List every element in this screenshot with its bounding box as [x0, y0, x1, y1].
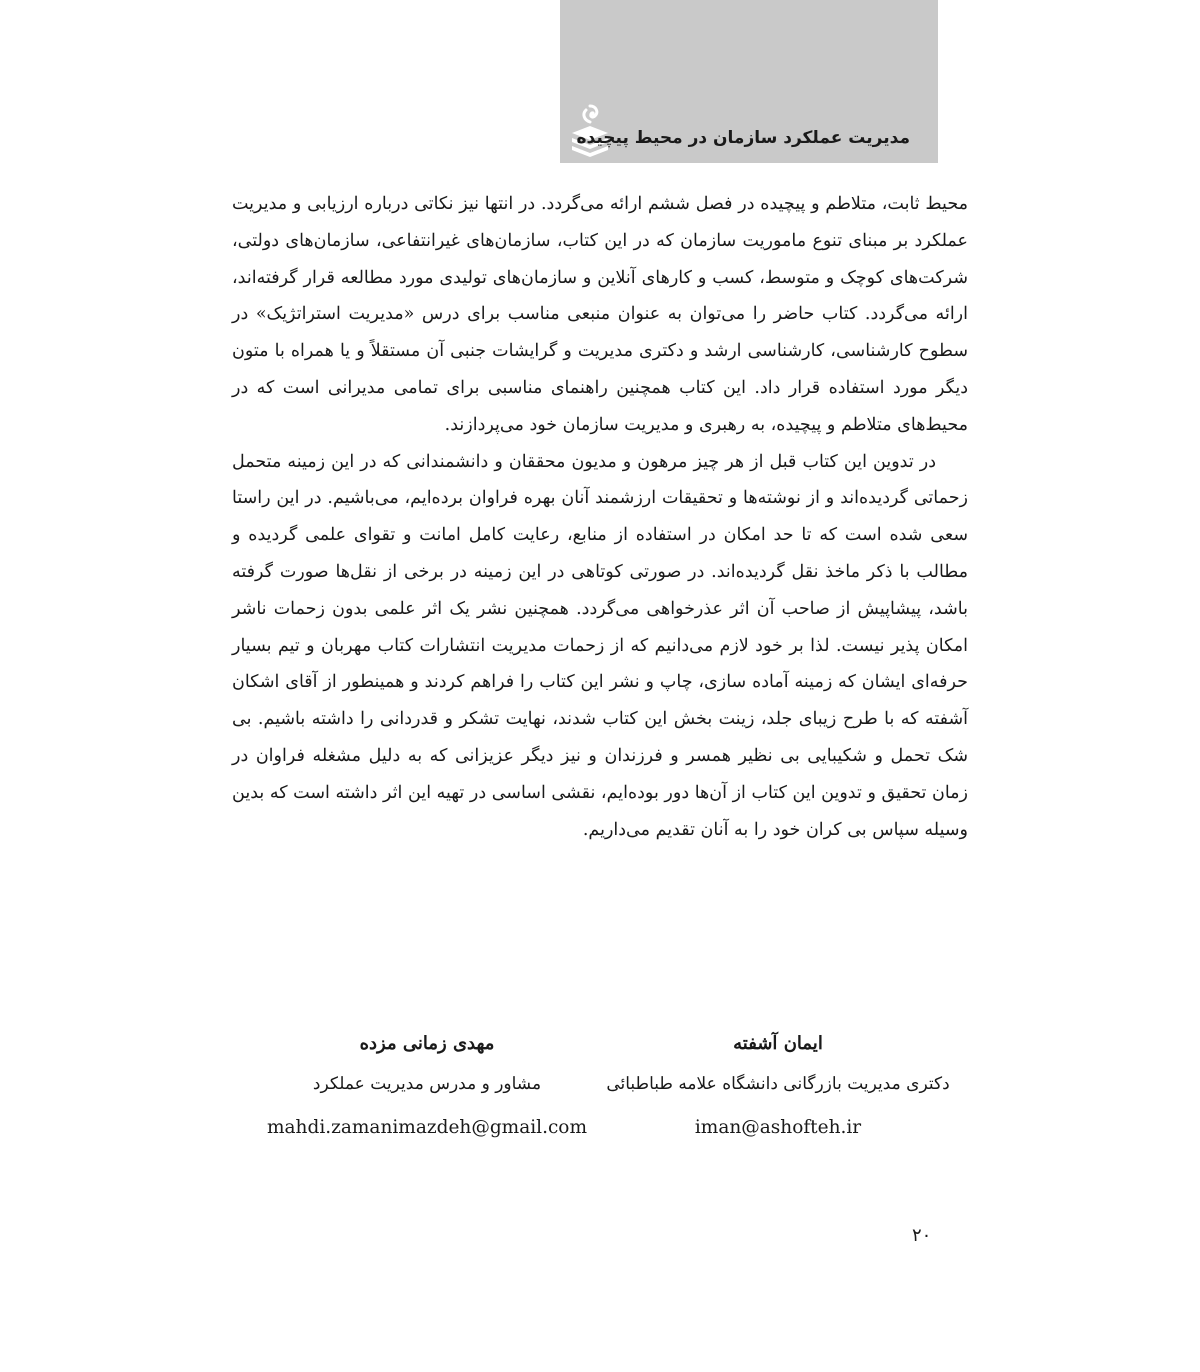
body-text: [232, 186, 968, 848]
paragraph-1: محیط ثابت، متلاطم و پیچیده در فصل ششم ارائه می‌گردد. در انتها نیز نکاتی درباره ارزیابی و مدیریت عملکرد بر مبنای تنوع ماموریت سازمان که در این کتاب، سازمان‌های غیرانتفاعی، سازمان‌های دولتی، شرکت‌های کوچک و متوسط، کسب و کارهای آنلاین و سازمان‌های تولیدی مورد مطالعه قرار گرفته‌اند، ارائه می‌گردد. کتاب حاضر را می‌توان به عنوان منبعی مناسب برای درس «مدیریت استراتژیک» در سطوح کارشناسی، کارشناسی ارشد و دکتری مدیریت و گرایشات جنبی آن مستقلاً و یا همراه با متون دیگر مورد استفاده قرار داد. این کتاب همچنین راهنمای مناسبی برای تمامی مدیرانی است که در محیط‌های متلاطم و پیچیده، به رهبری و مدیریت سازمان خود می‌پردازند.: [232, 194, 968, 435]
author-signatures: [232, 1030, 968, 1160]
running-title: مدیریت عملکرد سازمان در محیط پیچیده: [576, 128, 910, 148]
author-2: [257, 1030, 597, 1142]
paragraph-2: در تدوین این کتاب قبل از هر چیز مرهون و مدیون محققان و دانشمندانی که در این زمینه متحمل زحماتی گردیده‌اند و از نوشته‌ها و تحقیقات ارزشمند آنان بهره فراوان برده‌ایم، می‌باشیم. در این راستا سعی شده است که تا حد امکان در استفاده از منابع، رعایت کامل امانت و تقوای علمی گردیده و مطالب با ذکر ماخذ نقل گردیده‌اند. در صورتی کوتاهی در این زمینه در برخی از نقل‌ها صورت گرفته باشد، پیشاپیش از صاحب آن اثر عذرخواهی می‌گردد. همچنین نشر یک اثر علمی بدون زحمات ناشر امکان پذیر نیست. لذا بر خود لازم می‌دانیم که از زحمات مدیریت انتشارات کتاب مهربان و تیم بسیار حرفه‌ای ایشان که زمینه آماده سازی، چاپ و نشر این کتاب را فراهم کردند و همینطور از آقای اشکان آشفته که با طرح زیبای جلد، زینت بخش این کتاب شدند، نهایت تشکر و قدردانی را داشته باشیم. بی شک تحمل و شکیبایی بی نظیر همسر و فرزندان و نیز دیگر عزیزانی که به دلیل مشغله فراوان در زمان تحقیق و تدوین این کتاب از آن‌ها دور بوده‌ایم، نقشی اساسی در تهیه این اثر داشته است که بدین وسیله سپاس بی کران خود را به آنان تقدیم می‌داریم.: [232, 451, 968, 840]
author-1: [588, 1030, 968, 1142]
author-name: مهدی زمانی مزده: [359, 1033, 495, 1054]
author-title: مشاور و مدرس مدیریت عملکرد: [312, 1074, 542, 1094]
author-name: ایمان آشفته: [733, 1033, 823, 1054]
page-number: ۲۰: [912, 1225, 932, 1246]
author-email: iman@ashofteh.ir: [694, 1117, 862, 1138]
author-title: دکتری مدیریت بازرگانی دانشگاه علامه طباطبائی: [606, 1074, 950, 1094]
author-email: mahdi.zamanimazdeh@gmail.com: [266, 1117, 587, 1138]
